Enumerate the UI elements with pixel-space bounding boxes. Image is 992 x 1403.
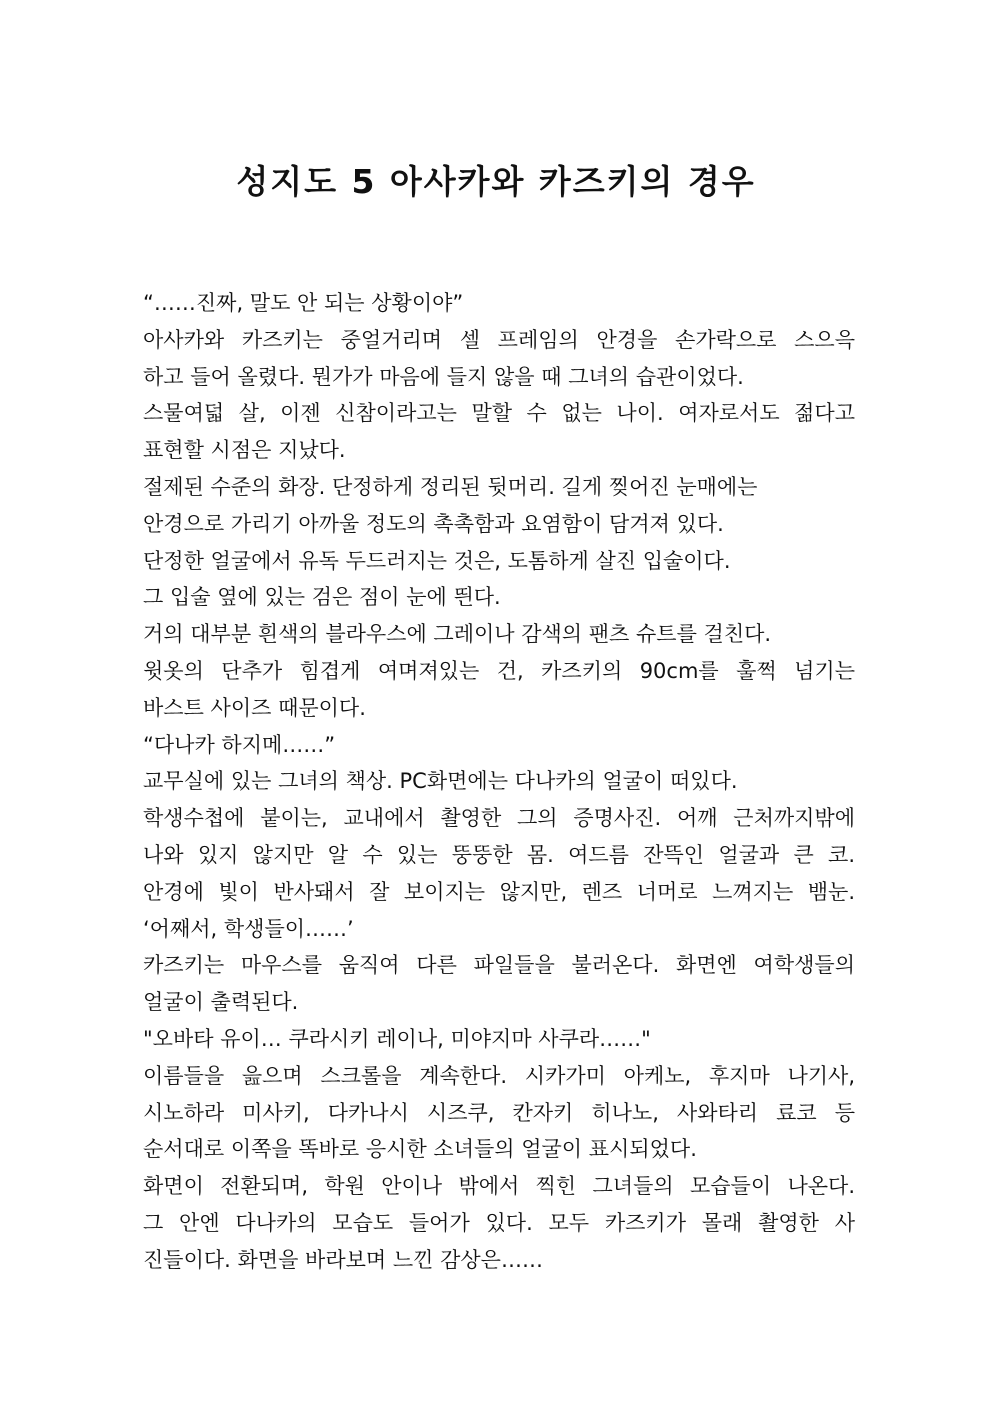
text-line: 그 입술 옆에 있는 검은 점이 눈에 띈다. <box>143 585 501 610</box>
text-line: 안경에 빛이 반사돼서 잘 보이지는 않지만, 렌즈 너머로 느껴지는 뱀눈. <box>143 879 855 904</box>
text-line: 순서대로 이쪽을 똑바로 응시한 소녀들의 얼굴이 표시되었다. <box>143 1137 697 1162</box>
text-line: 절제된 수준의 화장. 단정하게 정리된 뒷머리. 길게 찢어진 눈매에는 <box>143 474 758 499</box>
text-line: 그 안엔 다나카의 모습도 들어가 있다. 모두 카즈키가 몰래 촬영한 사 <box>143 1210 855 1235</box>
text-line: 시노하라 미사키, 다카나시 시즈쿠, 칸자키 히나노, 사와타리 료코 등 <box>143 1100 855 1125</box>
text-line: 표현할 시점은 지났다. <box>143 438 346 463</box>
text-line: 카즈키는 마우스를 움직여 다른 파일들을 불러온다. 화면엔 여학생들의 <box>143 953 855 978</box>
text-line: 바스트 사이즈 때문이다. <box>143 695 366 720</box>
text-line: 학생수첩에 붙이는, 교내에서 촬영한 그의 증명사진. 어깨 근처까지밖에 <box>143 806 855 831</box>
text-line: 스물여덟 살, 이젠 신참이라고는 말할 수 없는 나이. 여자로서도 젊다고 <box>143 401 855 426</box>
text-line: “다나카 하지메……” <box>143 732 336 757</box>
text-line: 얼굴이 출력된다. <box>143 990 299 1015</box>
text-line: 교무실에 있는 그녀의 책상. PC화면에는 다나카의 얼굴이 떠있다. <box>143 769 738 794</box>
text-line: 아사카와 카즈키는 중얼거리며 셀 프레임의 안경을 손가락으로 스으윽 <box>143 327 855 352</box>
text-line: 하고 들어 올렸다. 뭔가가 마음에 들지 않을 때 그녀의 습관이었다. <box>143 364 744 389</box>
text-line: “……진짜, 말도 안 되는 상황이야” <box>143 291 464 315</box>
text-line: 진들이다. 화면을 바라보며 느낀 감상은…… <box>143 1247 543 1272</box>
text-line: 화면이 전환되며, 학원 안이나 밖에서 찍힌 그녀들의 모습들이 나온다. <box>143 1174 855 1199</box>
text-line: ‘어째서, 학생들이……’ <box>143 916 354 941</box>
document-title: 성지도 5 아사카와 카즈키의 경우 <box>236 162 756 201</box>
text-line: 거의 대부분 흰색의 블라우스에 그레이나 감색의 팬츠 슈트를 걸친다. <box>143 622 772 647</box>
text-line: "오바타 유이… 쿠라시키 레이나, 미야지마 사쿠라……" <box>143 1026 651 1051</box>
text-line: 이름들을 읊으며 스크롤을 계속한다. 시카가미 아케노, 후지마 나기사, <box>143 1063 855 1088</box>
text-line: 단정한 얼굴에서 유독 두드러지는 것은, 도톰하게 살진 입술이다. <box>143 548 731 573</box>
text-line: 안경으로 가리기 아까울 정도의 촉촉함과 요염함이 담겨져 있다. <box>143 511 724 536</box>
text-line: 나와 있지 않지만 알 수 있는 뚱뚱한 몸. 여드름 잔뜩인 얼굴과 큰 코. <box>143 842 855 867</box>
body-text <box>143 285 855 1279</box>
text-line: 윗옷의 단추가 힘겹게 여며져있는 건, 카즈키의 90cm를 훌쩍 넘기는 <box>143 658 855 683</box>
